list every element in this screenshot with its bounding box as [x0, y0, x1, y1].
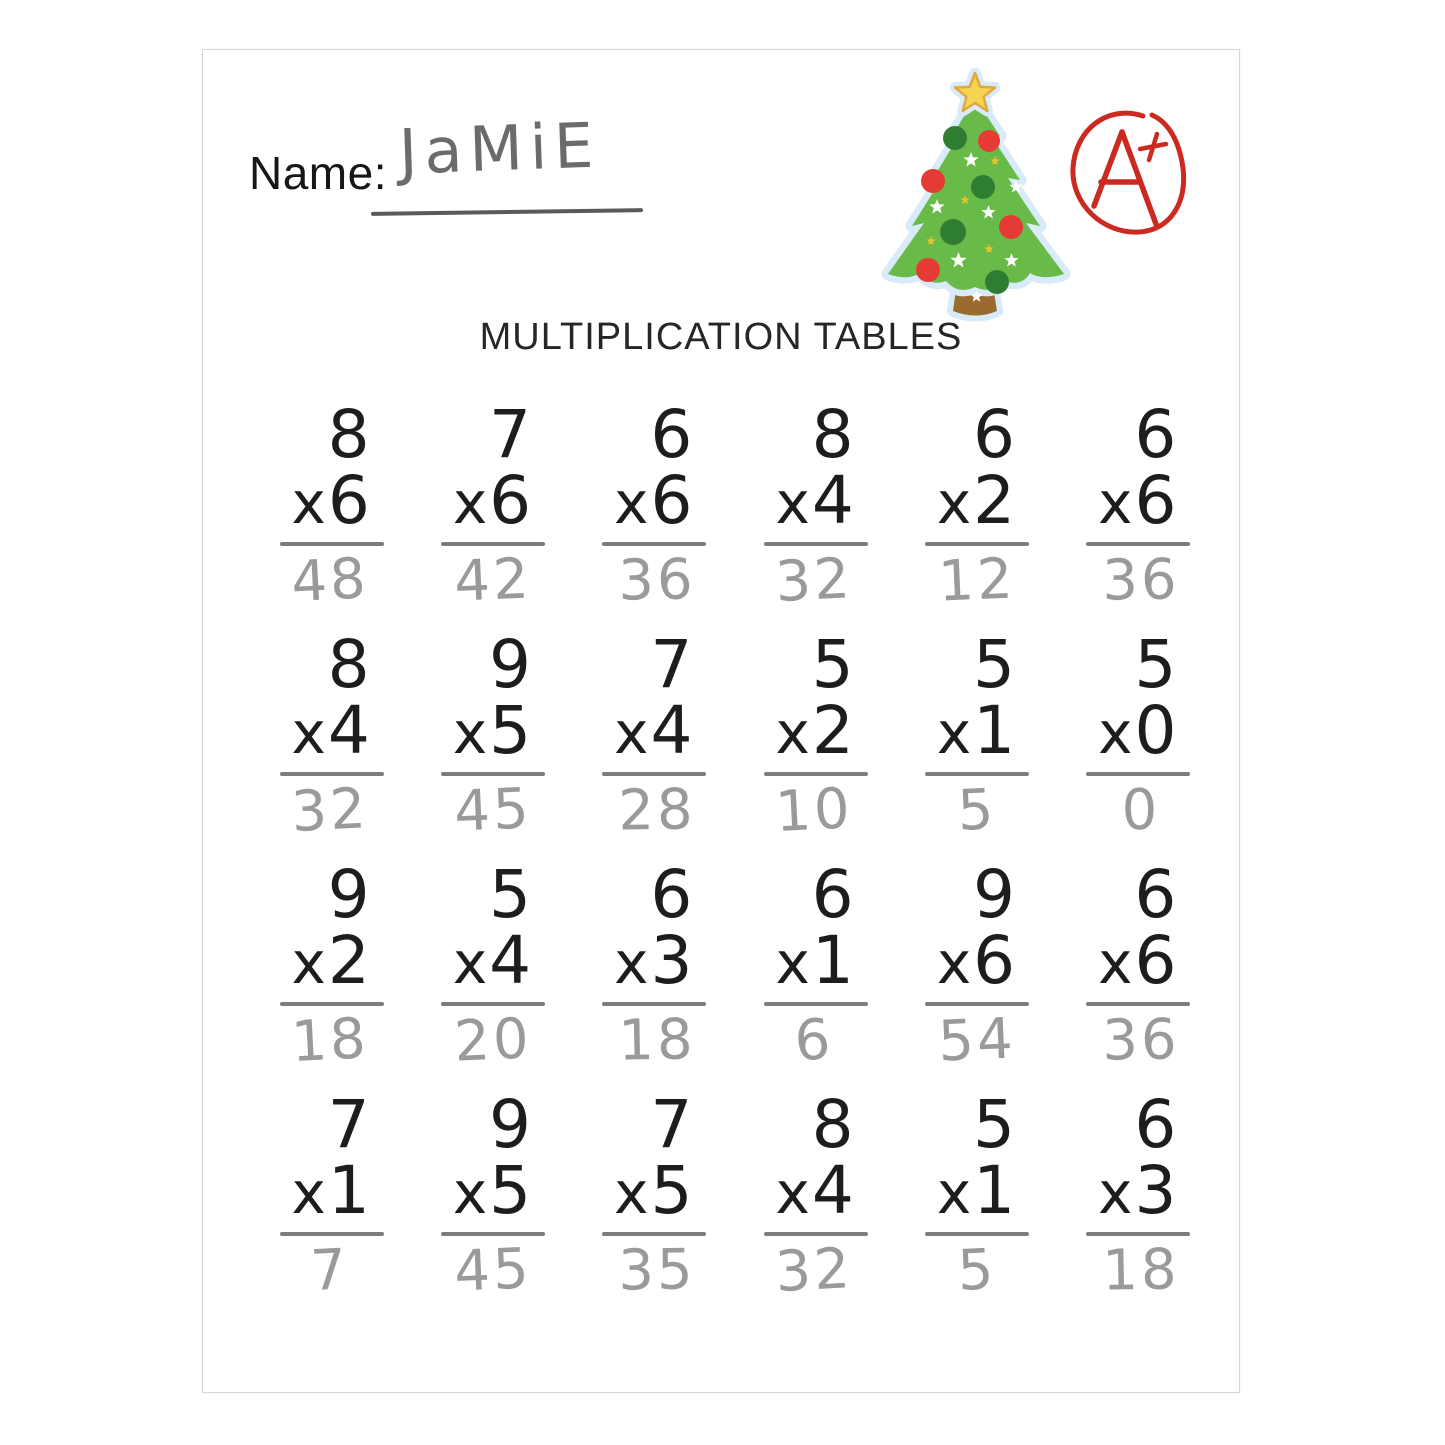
multiply-sign: x	[614, 929, 651, 997]
handwritten-answer: 5	[956, 1237, 998, 1304]
multiplier: 3	[1134, 1152, 1179, 1229]
equals-line	[602, 1232, 706, 1236]
multiplier: 6	[489, 462, 534, 539]
handwritten-answer: 45	[452, 1236, 533, 1305]
multiplication-problem	[1086, 626, 1190, 864]
equals-line	[280, 542, 384, 546]
equals-line	[280, 1232, 384, 1236]
multiplication-problem	[1086, 1086, 1190, 1324]
multiply-sign: x	[1098, 929, 1135, 997]
multiply-sign: x	[936, 929, 974, 997]
handwritten-answer: 12	[936, 546, 1017, 615]
multiplicand: 7	[650, 626, 693, 703]
multiply-sign: x	[291, 469, 328, 537]
multiply-sign: x	[1098, 699, 1135, 767]
handwritten-answer: 36	[1102, 1007, 1181, 1074]
multiplier: 6	[1134, 922, 1179, 999]
handwritten-answer: 45	[452, 776, 533, 845]
multiplicand: 8	[327, 626, 370, 703]
multiplier: 4	[489, 922, 534, 999]
multiplier-row	[602, 692, 706, 769]
handwritten-answer: 18	[289, 1006, 370, 1076]
multiply-sign: x	[614, 1159, 651, 1227]
multiplier: 4	[811, 462, 856, 539]
multiplication-problem	[280, 626, 384, 864]
multiplication-problem	[602, 396, 706, 634]
handwritten-answer: 35	[618, 1237, 697, 1304]
handwritten-answer: 32	[289, 776, 370, 846]
multiply-sign: x	[452, 1159, 490, 1227]
multiplier: 1	[973, 1152, 1018, 1229]
multiply-sign: x	[614, 469, 651, 537]
multiply-sign: x	[291, 929, 328, 997]
multiply-sign: x	[936, 469, 974, 537]
multiplier-row	[602, 922, 706, 999]
multiply-sign: x	[936, 699, 974, 767]
multiplier-row	[441, 1152, 545, 1229]
multiplier: 1	[973, 692, 1018, 769]
red-ornament	[916, 258, 940, 282]
equals-line	[764, 1232, 868, 1236]
equals-line	[602, 542, 706, 546]
multiplicand: 9	[972, 856, 1015, 933]
handwritten-answer: 28	[618, 777, 697, 844]
equals-line	[925, 1232, 1029, 1236]
multiply-sign: x	[775, 929, 812, 997]
green-ornament	[943, 126, 967, 150]
christmas-tree-icon	[871, 68, 1083, 322]
name-underline	[371, 208, 643, 216]
multiplier: 0	[1134, 692, 1179, 769]
multiplier-row	[1086, 692, 1190, 769]
equals-line	[280, 1002, 384, 1006]
equals-line	[1086, 1232, 1190, 1236]
multiplier: 4	[650, 692, 695, 769]
multiplicand: 5	[811, 626, 854, 703]
multiplicand: 6	[650, 856, 693, 933]
multiplication-problem	[602, 626, 706, 864]
multiplier: 2	[327, 922, 372, 999]
multiplier: 3	[650, 922, 695, 999]
multiply-sign: x	[775, 1159, 812, 1227]
grade-a-plus-mark	[1061, 102, 1193, 244]
multiplication-problem	[764, 1086, 868, 1324]
multiplicand: 5	[488, 856, 531, 933]
handwritten-answer: 32	[773, 546, 854, 616]
multiplicand: 6	[1134, 1086, 1177, 1163]
multiplicand: 5	[972, 1086, 1015, 1163]
multiply-sign: x	[291, 1159, 328, 1227]
multiplier: 1	[327, 1152, 372, 1229]
multiplier-row	[602, 1152, 706, 1229]
multiplier-row	[764, 692, 868, 769]
multiplier: 2	[811, 692, 856, 769]
multiplicand: 8	[811, 1086, 854, 1163]
multiply-sign: x	[775, 469, 812, 537]
multiplier-row	[925, 1152, 1029, 1229]
equals-line	[602, 772, 706, 776]
multiplier: 5	[489, 692, 534, 769]
multiplier-row	[441, 692, 545, 769]
equals-line	[280, 772, 384, 776]
handwritten-answer: 32	[773, 1236, 854, 1306]
multiplier: 6	[650, 462, 695, 539]
multiplier: 6	[973, 922, 1018, 999]
worksheet-page	[202, 49, 1240, 1393]
equals-line	[764, 772, 868, 776]
name-label: Name:	[249, 147, 387, 199]
multiplicand: 6	[811, 856, 854, 933]
multiplicand: 6	[1134, 856, 1177, 933]
multiply-sign: x	[452, 469, 490, 537]
multiplication-problem	[602, 856, 706, 1094]
equals-line	[1086, 542, 1190, 546]
multiplication-problem	[602, 1086, 706, 1324]
red-ornament	[999, 215, 1023, 239]
multiplier-row	[602, 462, 706, 539]
multiplier-row	[925, 462, 1029, 539]
multiplicand: 5	[1134, 626, 1177, 703]
multiplicand: 9	[488, 1086, 531, 1163]
multiplication-problem	[764, 396, 868, 634]
handwritten-answer: 42	[452, 546, 533, 615]
handwritten-answer: 54	[936, 1006, 1017, 1075]
multiplicand: 6	[650, 396, 693, 473]
green-ornament	[971, 175, 995, 199]
multiplicand: 7	[327, 1086, 370, 1163]
multiply-sign: x	[775, 699, 812, 767]
multiply-sign: x	[291, 699, 328, 767]
multiplication-problem	[441, 1086, 545, 1324]
multiply-sign: x	[452, 699, 490, 767]
multiplication-problem	[441, 626, 545, 864]
equals-line	[1086, 1002, 1190, 1006]
multiplicand: 9	[488, 626, 531, 703]
multiplicand: 5	[972, 626, 1015, 703]
multiplier-row	[1086, 1152, 1190, 1229]
handwritten-answer: 36	[1102, 547, 1181, 614]
multiplier-row	[1086, 462, 1190, 539]
problems-grid	[251, 396, 1219, 1324]
multiply-sign: x	[1098, 1159, 1135, 1227]
multiply-sign: x	[1098, 469, 1135, 537]
page-title: MULTIPLICATION TABLES	[479, 316, 963, 358]
multiplication-problem	[764, 626, 868, 864]
multiplicand: 7	[650, 1086, 693, 1163]
multiplier: 1	[811, 922, 856, 999]
multiplier: 5	[489, 1152, 534, 1229]
multiplier-row	[280, 692, 384, 769]
multiplier-row	[280, 922, 384, 999]
multiplication-problem	[280, 856, 384, 1094]
multiplicand: 8	[327, 396, 370, 473]
multiplier: 4	[811, 1152, 856, 1229]
handwritten-answer: 0	[1121, 777, 1162, 844]
handwritten-student-name: JaMiE	[397, 108, 602, 189]
multiplicand: 7	[488, 396, 531, 473]
multiplier-row	[925, 692, 1029, 769]
multiplication-problem	[925, 396, 1029, 634]
equals-line	[764, 542, 868, 546]
handwritten-answer: 5	[956, 777, 998, 844]
multiplier-row	[280, 462, 384, 539]
multiplication-problem	[441, 396, 545, 634]
multiplier: 5	[650, 1152, 695, 1229]
multiplication-problem	[1086, 396, 1190, 634]
red-ornament	[978, 130, 1000, 152]
christmas-tree-svg	[871, 68, 1083, 322]
multiplier: 2	[973, 462, 1018, 539]
multiplier-row	[764, 1152, 868, 1229]
equals-line	[602, 1002, 706, 1006]
multiply-sign: x	[614, 699, 651, 767]
multiplicand: 6	[972, 396, 1015, 473]
multiplication-problem	[441, 856, 545, 1094]
multiplication-problem	[925, 626, 1029, 864]
multiplication-problem	[925, 1086, 1029, 1324]
red-ornament	[921, 169, 945, 193]
multiplier-row	[764, 922, 868, 999]
multiplier-row	[925, 922, 1029, 999]
multiplier-row	[280, 1152, 384, 1229]
multiplier: 4	[327, 692, 372, 769]
handwritten-answer: 20	[452, 1006, 533, 1075]
multiplier: 6	[1134, 462, 1179, 539]
multiplication-problem	[280, 1086, 384, 1324]
multiplier-row	[1086, 922, 1190, 999]
green-ornament	[940, 219, 966, 245]
handwritten-answer: 18	[1102, 1237, 1181, 1304]
multiplication-problem	[280, 396, 384, 634]
multiplicand: 8	[811, 396, 854, 473]
multiply-sign: x	[452, 929, 490, 997]
handwritten-answer: 48	[289, 546, 370, 616]
multiply-sign: x	[936, 1159, 974, 1227]
handwritten-answer: 6	[792, 1007, 835, 1075]
handwritten-answer: 10	[773, 776, 854, 846]
multiplicand: 6	[1134, 396, 1177, 473]
equals-line	[1086, 772, 1190, 776]
handwritten-answer: 36	[618, 547, 697, 614]
multiplier-row	[441, 462, 545, 539]
handwritten-answer: 7	[308, 1237, 351, 1305]
green-ornament	[985, 270, 1009, 294]
multiplication-problem	[764, 856, 868, 1094]
multiplier: 6	[327, 462, 372, 539]
equals-line	[764, 1002, 868, 1006]
multiplicand: 9	[327, 856, 370, 933]
grade-a-plus-svg	[1061, 102, 1193, 244]
multiplication-problem	[1086, 856, 1190, 1094]
handwritten-answer: 18	[618, 1007, 697, 1074]
multiplication-problem	[925, 856, 1029, 1094]
multiplier-row	[441, 922, 545, 999]
multiplier-row	[764, 462, 868, 539]
equals-line	[925, 772, 1029, 776]
